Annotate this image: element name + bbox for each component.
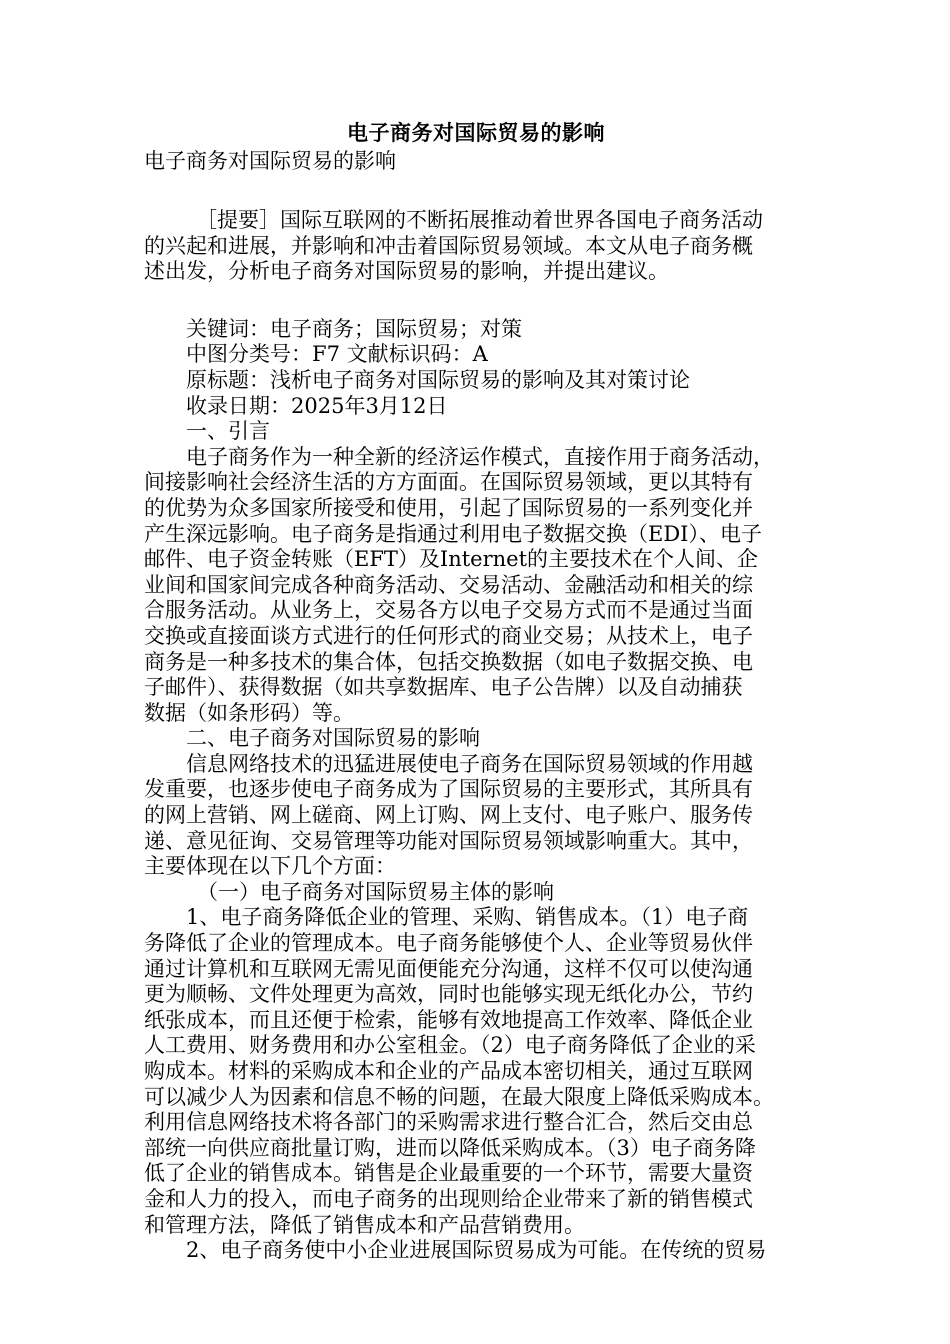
subsection-heading: （一）电子商务对国际贸易主体的影响: [197, 879, 554, 904]
paragraph-line: 低了企业的销售成本。销售是企业最重要的一个环节，需要大量资: [144, 1161, 753, 1186]
paragraph-line: 可以减少人为因素和信息不畅的问题，在最大限度上降低采购成本。: [144, 1084, 774, 1109]
paragraph-line: 交换或直接面谈方式进行的任何形式的商业交易；从技术上，电子: [144, 623, 753, 648]
paragraph-line: 的网上营销、网上磋商、网上订购、网上支付、电子账户、服务传: [144, 803, 753, 828]
spacer: [144, 174, 808, 208]
document-title: 电子商务对国际贸易的影响: [347, 121, 605, 145]
paragraph-line: 发重要，也逐步使电子商务成为了国际贸易的主要形式，其所具有: [144, 777, 753, 802]
paragraph-line: 子邮件）、获得数据（如共享数据库、电子公告牌）以及自动捕获: [144, 675, 743, 700]
paragraph-line: 信息网络技术的迅猛进展使电子商务在国际贸易领域的作用越: [186, 751, 753, 776]
paragraph-line: 产生深远影响。电子商务是指通过利用电子数据交换（EDI）、电子: [144, 521, 762, 546]
abstract-line: 述出发，分析电子商务对国际贸易的影响，并提出建议。: [144, 259, 669, 284]
paragraph-line: 商务是一种多技术的集合体，包括交换数据（如电子数据交换、电: [144, 649, 753, 674]
section2-paragraph: [144, 752, 808, 880]
paragraph-line: 金和人力的投入，而电子商务的出现则给企业带来了新的销售模式: [144, 1186, 753, 1211]
paragraph-line: 纸张成本，而且还便于检索，能够有效地提高工作效率、降低企业: [144, 1007, 753, 1032]
paragraph-line: 务降低了企业的管理成本。电子商务能够使个人、企业等贸易伙伴: [144, 931, 753, 956]
section-heading: 二、电子商务对国际贸易的影响: [186, 726, 480, 751]
section-heading: 一、引言: [186, 419, 270, 444]
section1-paragraph: [144, 445, 808, 727]
paragraph-line: 通过计算机和互联网无需见面便能充分沟通，这样不仅可以使沟通: [144, 956, 753, 981]
paragraph-line: 部统一向供应商批量订购，进而以降低采购成本。（3）电子商务降: [144, 1135, 756, 1160]
paragraph-line: 更为顺畅、文件处理更为高效，同时也能够实现无纸化办公，节约: [144, 982, 753, 1007]
keywords-line: 关键词：电子商务；国际贸易；对策: [186, 316, 522, 341]
paragraph-line: 合服务活动。从业务上，交易各方以电子交易方式而不是通过当面: [144, 598, 753, 623]
paragraph-line: 递、意见征询、交易管理等功能对国际贸易领域影响重大。其中，: [144, 828, 753, 853]
paragraph-line: 间接影响社会经济生活的方方面面。在国际贸易领域，更以其特有: [144, 470, 753, 495]
abstract: [144, 208, 808, 285]
paragraph-line: 邮件、电子资金转账（EFT）及Internet的主要技术在个人间、企: [144, 547, 759, 572]
point1-paragraph: [144, 905, 808, 1238]
received-date-line: 收录日期：2025年3月12日: [186, 393, 448, 418]
abstract-line: 的兴起和进展，并影响和冲击着国际贸易领域。本文从电子商务概: [144, 233, 753, 258]
paragraph-line: 业间和国家间完成各种商务活动、交易活动、金融活动和相关的综: [144, 572, 753, 597]
paragraph-line: 1、电子商务降低企业的管理、采购、销售成本。（1）电子商: [186, 905, 749, 930]
paragraph-line: 电子商务作为一种全新的经济运作模式，直接作用于商务活动，: [186, 444, 774, 469]
paragraph-line: 和管理方法，降低了销售成本和产品营销费用。: [144, 1212, 585, 1237]
document-subtitle: 电子商务对国际贸易的影响: [144, 149, 396, 173]
paragraph-line: 2、电子商务使中小企业进展国际贸易成为可能。在传统的贸易: [186, 1238, 767, 1263]
paragraph-line: 主要体现在以下几个方面：: [144, 854, 396, 879]
classification-line: 中图分类号：F7 文献标识码：A: [186, 342, 488, 367]
abstract-line: ［提要］国际互联网的不断拓展推动着世界各国电子商务活动: [196, 208, 763, 232]
paragraph-line: 数据（如条形码）等。: [144, 700, 354, 725]
paragraph-line: 利用信息网络技术将各部门的采购需求进行整合汇合，然后交由总: [144, 1110, 753, 1135]
paragraph-line: 购成本。材料的采购成本和企业的产品成本密切相关，通过互联网: [144, 1059, 753, 1083]
original-title-line: 原标题：浅析电子商务对国际贸易的影响及其对策讨论: [186, 367, 690, 392]
document-page: [144, 118, 808, 1264]
paragraph-line: 人工费用、财务费用和办公室租金。（2）电子商务降低了企业的采: [144, 1033, 756, 1058]
article-meta: [144, 317, 808, 419]
spacer: [144, 285, 808, 317]
paragraph-line: 的优势为众多国家所接受和使用，引起了国际贸易的一系列变化并: [144, 495, 753, 520]
